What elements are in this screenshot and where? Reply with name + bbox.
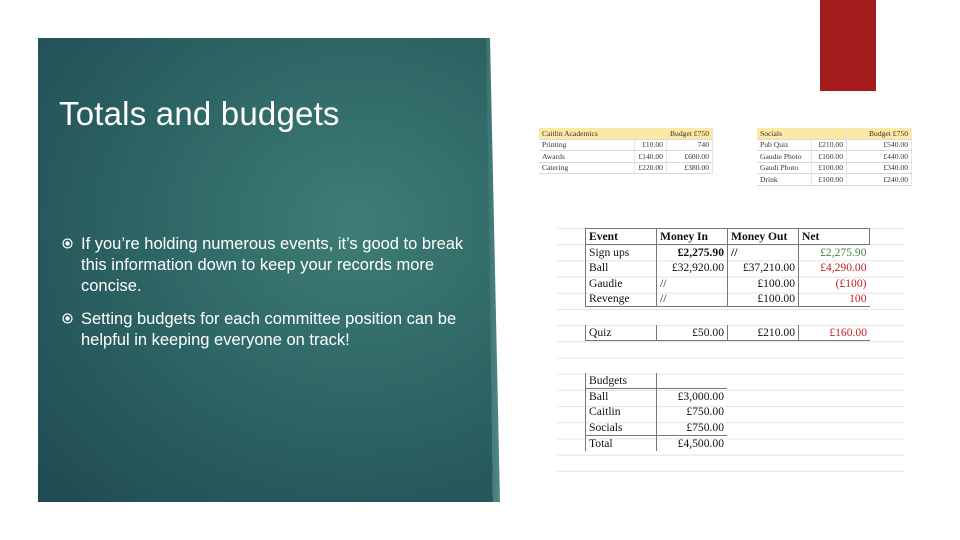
table-cell: (£100) [799,276,870,291]
table-cell: £380.00 [666,162,712,174]
budget-spreadsheet-top [529,128,912,186]
table-cell: £600.00 [666,151,712,163]
table-row [539,162,713,174]
table-row [586,404,728,419]
table-cell: // [657,276,728,291]
socials-table [757,128,912,186]
table-row [586,276,870,291]
table-cell: £140.00 [635,151,667,163]
table-cell: Gaudie [586,276,657,291]
events-table [585,228,870,307]
table-cell: £210.00 [728,325,799,341]
table-cell: £750.00 [657,404,728,419]
events-spreadsheet [557,215,904,485]
table-row [757,151,912,163]
table-row [586,245,870,261]
table-cell [635,128,667,139]
table-cell: £4,500.00 [657,435,728,451]
table-cell: £340.00 [847,162,912,174]
table-cell: 740 [666,139,712,151]
table-cell: £10.00 [635,139,667,151]
table-row [586,291,870,307]
table-cell: £100.00 [728,276,799,291]
table-cell: Pub Quiz [757,139,812,151]
table-cell: Printing [539,139,635,151]
table-row [586,420,728,436]
table-cell: Budget £750 [847,128,912,139]
table-cell: £220.00 [635,162,667,174]
bullet-icon [62,309,81,351]
table-cell: £750.00 [657,420,728,436]
table-row [586,260,870,275]
table-row [757,162,912,174]
table-cell: Ball [586,260,657,275]
table-cell: Socials [757,128,812,139]
table-row [586,389,728,405]
table-cell: Caitlin Academics [539,128,635,139]
table-row [757,174,912,186]
bullet-text: If you’re holding numerous events, it’s good to break this information down to keep your records more concise. [81,235,464,295]
table-cell: 100 [799,291,870,307]
table-cell: £3,000.00 [657,389,728,405]
table-cell: Catering [539,162,635,174]
table-cell: Sign ups [586,245,657,261]
academics-table [539,128,713,174]
table-cell: Budgets [586,373,657,389]
table-header-row [586,373,728,389]
table-cell: £160.00 [799,325,871,341]
table-cell: £100.00 [728,291,799,307]
table-cell [657,373,728,389]
table-cell: £37,210.00 [728,260,799,275]
table-cell: Ball [586,389,657,405]
column-header: Event [586,229,657,245]
budgets-table [585,373,727,451]
table-cell: Drink [757,174,812,186]
table-cell: Quiz [586,325,657,341]
table-cell: £240.00 [847,174,912,186]
table-cell: // [657,291,728,307]
table-cell: £100.00 [812,162,847,174]
bullet-item [62,309,482,351]
bullet-item [62,234,482,297]
table-row [539,151,713,163]
quiz-table [585,325,870,341]
table-cell: £210.00 [812,139,847,151]
bullet-text: Setting budgets for each committee position can be helpful in keeping everyone on track! [81,310,457,349]
table-cell: £2,275.90 [657,245,728,261]
table-row [586,325,871,341]
table-cell: Caitlin [586,404,657,419]
table-cell: £4,290.00 [799,260,870,275]
table-cell: £440.00 [847,151,912,163]
table-cell: £50.00 [657,325,728,341]
column-header: Money In [657,229,728,245]
table-cell: Gaudie Photo [757,151,812,163]
slide-title: Totals and budgets [59,95,340,132]
table-cell: // [728,245,799,261]
table-cell: Revenge [586,291,657,307]
table-row [586,435,728,451]
table-row [539,139,713,151]
column-header: Net [799,229,870,245]
table-cell: £100.00 [812,151,847,163]
table-cell: Awards [539,151,635,163]
table-cell: Gaudi Photo [757,162,812,174]
table-cell: £2,275.90 [799,245,870,261]
table-header-row [586,229,870,245]
table-cell: Total [586,435,657,451]
bullet-icon [62,234,81,297]
table-row [757,139,912,151]
table-cell: Budget £750 [666,128,712,139]
table-cell: £32,920.00 [657,260,728,275]
column-header: Money Out [728,229,799,245]
table-cell: £540.00 [847,139,912,151]
table-cell: Socials [586,420,657,436]
table-cell [812,128,847,139]
red-accent-bar [820,0,876,91]
table-cell: £100.00 [812,174,847,186]
bullet-list [62,234,482,363]
